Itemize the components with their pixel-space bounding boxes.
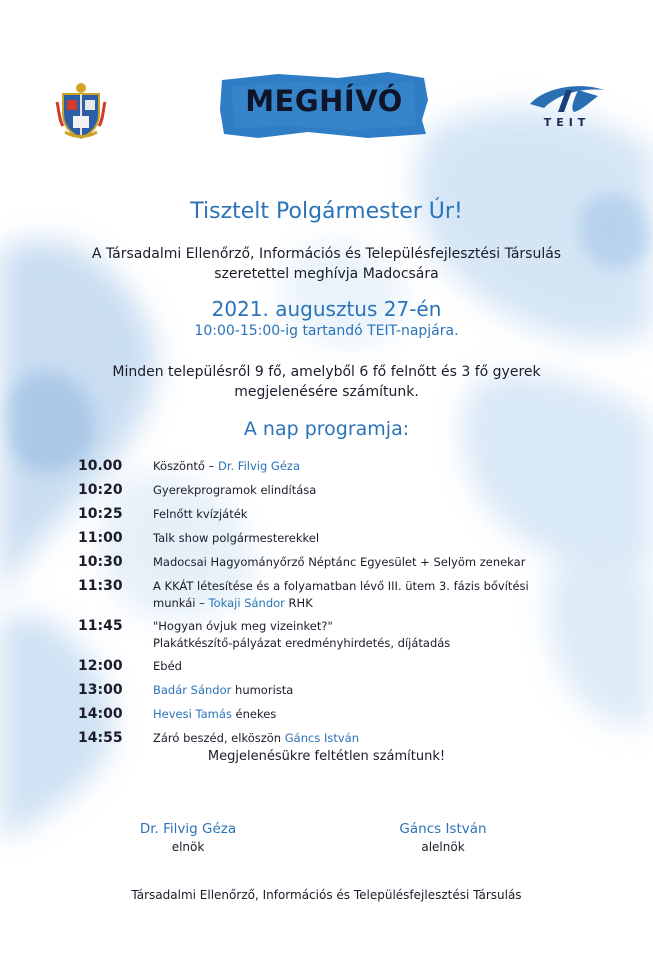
signature-president bbox=[98, 821, 278, 854]
invitation-banner bbox=[218, 70, 430, 140]
signature-role: alelnök bbox=[421, 840, 465, 854]
schedule-desc: Madocsai Hagyományőrző Néptánc Egyesület + Selyöm zenekar bbox=[153, 555, 526, 569]
schedule-row bbox=[78, 706, 618, 726]
schedule-time: 14:00 bbox=[78, 706, 123, 722]
signature-name: Dr. Filvig Géza bbox=[139, 821, 237, 837]
schedule-row bbox=[78, 730, 618, 750]
schedule-desc: Hevesi Tamás énekes bbox=[153, 707, 277, 721]
schedule-row bbox=[78, 682, 618, 702]
event-date: 2021. augusztus 27-én bbox=[211, 297, 442, 321]
schedule-time: 10:25 bbox=[78, 506, 123, 522]
schedule-desc: A KKÁT létesítése és a folyamatban lévő III. ütem 3. fázis bővítési munkái – Tokaji Sándor RHK bbox=[153, 579, 529, 610]
schedule-time: 11:00 bbox=[78, 530, 123, 546]
schedule-desc: Gyerekprogramok elindítása bbox=[153, 483, 317, 497]
program-title: A nap programja: bbox=[243, 418, 410, 440]
schedule-row bbox=[78, 482, 618, 502]
closing-text: Megjelenésükre feltétlen számítunk! bbox=[207, 749, 446, 764]
schedule-row bbox=[78, 530, 618, 550]
coat-of-arms-icon bbox=[55, 80, 107, 140]
schedule-desc: Felnőtt kvízjáték bbox=[153, 507, 248, 521]
schedule-desc: Záró beszéd, elköszön Gáncs István bbox=[153, 731, 360, 745]
schedule-row bbox=[78, 554, 618, 574]
schedule-row bbox=[78, 618, 618, 654]
intro-line: A Társadalmi Ellenőrző, Információs és Településfejlesztési Társulás bbox=[91, 246, 562, 262]
schedule-time: 10:20 bbox=[78, 482, 123, 498]
schedule-list bbox=[78, 458, 618, 754]
intro-text bbox=[0, 244, 653, 284]
schedule-desc: Köszöntő – Dr. Filvig Géza bbox=[153, 459, 301, 473]
signature-vice-president bbox=[353, 821, 533, 854]
schedule-desc: Ebéd bbox=[153, 659, 182, 673]
schedule-time: 12:00 bbox=[78, 658, 123, 674]
event-time: 10:00-15:00-ig tartandó TEIT-napjára. bbox=[194, 323, 459, 339]
signature-name: Gáncs István bbox=[399, 821, 487, 837]
schedule-row bbox=[78, 578, 618, 614]
schedule-time: 11:30 bbox=[78, 578, 123, 594]
greeting: Tisztelt Polgármester Úr! bbox=[190, 199, 463, 224]
footer-organization: Társadalmi Ellenőrző, Információs és Településfejlesztési Társulás bbox=[131, 888, 522, 902]
attendance-line: megjelenésére számítunk. bbox=[234, 384, 419, 400]
signature-role: elnök bbox=[171, 840, 205, 854]
schedule-time: 13:00 bbox=[78, 682, 123, 698]
schedule-time: 11:45 bbox=[78, 618, 123, 634]
schedule-time: 10:30 bbox=[78, 554, 123, 570]
schedule-row bbox=[78, 658, 618, 678]
teit-logo-text: TEIT bbox=[543, 116, 591, 129]
schedule-desc: Badár Sándor humorista bbox=[153, 683, 294, 697]
schedule-time: 14:55 bbox=[78, 730, 123, 746]
attendance-line: Minden településről 9 fő, amelyből 6 fő felnőtt és 3 fő gyerek bbox=[112, 364, 541, 380]
schedule-desc: "Hogyan óvjuk meg vizeinket?" Plakátkészítő-pályázat eredményhirdetés, díjátadás bbox=[153, 619, 451, 650]
banner-title: MEGHÍVÓ bbox=[245, 84, 403, 118]
schedule-row bbox=[78, 458, 618, 478]
schedule-desc: Talk show polgármesterekkel bbox=[153, 531, 320, 545]
intro-line: szeretettel meghívja Madocsára bbox=[214, 266, 439, 282]
schedule-row bbox=[78, 506, 618, 526]
attendance-text bbox=[0, 362, 653, 402]
schedule-time: 10.00 bbox=[78, 458, 123, 474]
